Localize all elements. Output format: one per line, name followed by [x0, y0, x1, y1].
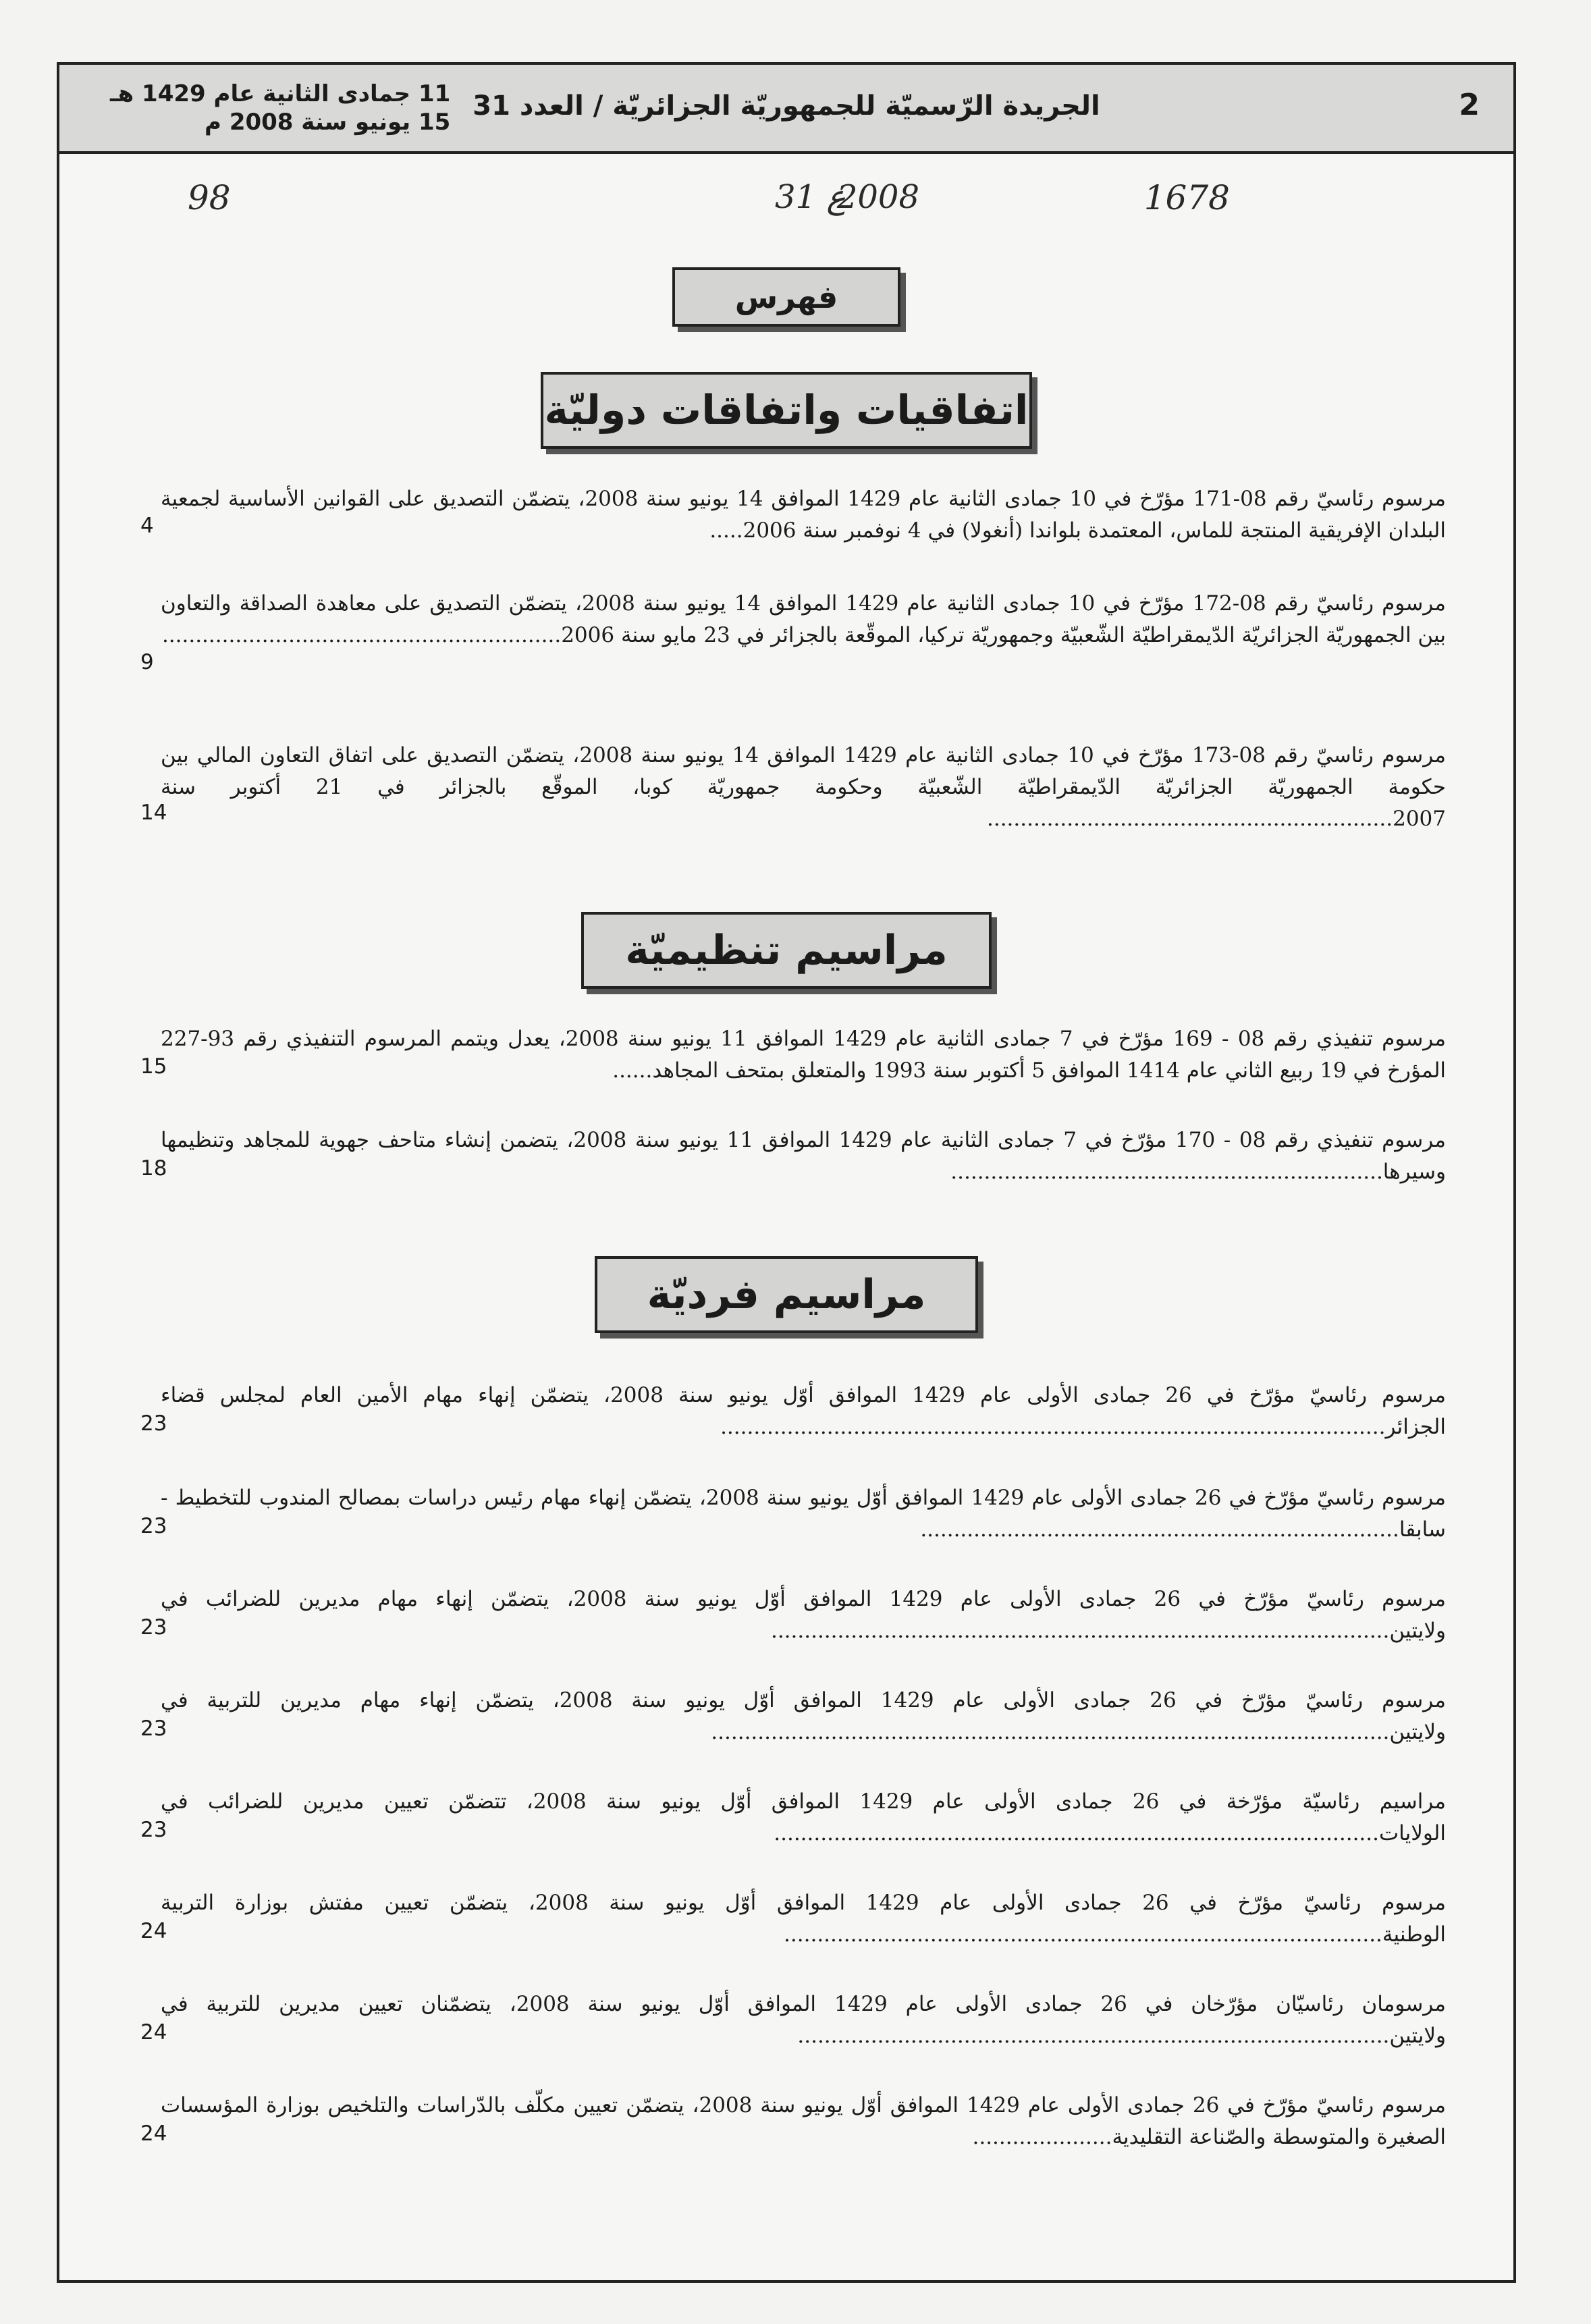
entry-text: مرسوم رئاسيّ مؤرّخ في 26 جمادى الأولى عام 1429 الموافق أوّل يونيو سنة 2008، يتضمّن تعيين مكلّف بالدّراسات والتلخيص بوزارة المؤسسات الصغيرة والمتوسطة والصّناعة التقليدية [161, 2093, 1446, 2149]
entry-page: 23 [140, 1411, 167, 1436]
toc-entry[interactable]: مرسوم تنفيذي رقم 08 - 170 مؤرّخ في 7 جمادى الثانية عام 1429 الموافق 11 يونيو سنة 2008، يتضمن إنشاء متاحف جهوية للمجاهد وتنظيمها وسيرها................................................................. [161, 1128, 1446, 1184]
entry-page: 24 [140, 1919, 167, 1943]
toc-entry[interactable]: مرسوم رئاسيّ مؤرّخ في 26 جمادى الأولى عام 1429 الموافق أوّل يونيو سنة 2008، يتضمّن إنهاء مهام مديرين للتربية في ولايتين...................................................................................................... [161, 1688, 1446, 1744]
entry-text: مرسوم رئاسيّ مؤرّخ في 26 جمادى الأولى عام 1429 الموافق أوّل يونيو سنة 2008، يتضمّن إنهاء مهام مديرين للتربية في ولايتين [161, 1688, 1446, 1744]
entry-page: 23 [140, 1514, 167, 1538]
entry-page: 14 [140, 801, 167, 825]
entry-text: مرسوم رئاسيّ مؤرّخ في 26 جمادى الأولى عام 1429 الموافق أوّل يونيو سنة 2008، يتضمّن تعيين مفتش بوزارة التربية الوطنية [161, 1891, 1446, 1947]
entry-page: 23 [140, 1615, 167, 1640]
entry-text: مرسوم رئاسيّ مؤرّخ في 26 جمادى الأولى عام 1429 الموافق أوّل يونيو سنة 2008، يتضمّن إنهاء مهام الأمين العام لمجلس قضاء الجزائر [161, 1383, 1446, 1439]
toc-entry[interactable]: مرسوم رئاسيّ رقم 08-173 مؤرّخ في 10 جمادى الثانية عام 1429 الموافق 14 يونيو سنة 2008، يتضمّن التصديق على اتفاق التعاون المالي بين حكومة الجمهوريّة الجزائريّة الدّيمقراطيّة الشّعبيّة وحكومة جمهوريّة كوبا، الموقّع بالجزائر في 21 أكتوبر سنة 2007............................................................. [161, 743, 1446, 831]
toc-entry[interactable]: مرسوم رئاسيّ مؤرّخ في 26 جمادى الأولى عام 1429 الموافق أوّل يونيو سنة 2008، يتضمّن تعيين مكلّف بالدّراسات والتلخيص بوزارة المؤسسات الصغيرة والمتوسطة والصّناعة التقليدية..................... [161, 2093, 1446, 2149]
journal-header [59, 65, 1513, 154]
toc-entry[interactable]: مرسوم رئاسيّ رقم 08-171 مؤرّخ في 10 جمادى الثانية عام 1429 الموافق 14 يونيو سنة 2008، يتضمّن التصديق على القوانين الأساسية لجمعية البلدان الإفريقية المنتجة للماس، المعتمدة بلواندا (أنغولا) في 4 نوفمبر سنة 2006..... [161, 487, 1446, 543]
date-gregorian: 15 يونيو سنة 2008 م [205, 109, 451, 136]
issue-date [110, 80, 450, 136]
entry-page: 24 [140, 2020, 167, 2045]
journal-title: الجريدة الرّسميّة للجمهوريّة الجزائريّة / العدد 31 [473, 90, 1100, 121]
entry-text: مرسوم رئاسيّ رقم 08-173 مؤرّخ في 10 جمادى الثانية عام 1429 الموافق 14 يونيو سنة 2008، يتضمّن التصديق على اتفاق التعاون المالي بين حكومة الجمهوريّة الجزائريّة الدّيمقراطيّة الشّعبيّة وحكومة جمهوريّة كوبا، الموقّع بالجزائر في 21 أكتوبر سنة 2007 [161, 743, 1446, 831]
entry-text: مرسومان رئاسيّان مؤرّخان في 26 جمادى الأولى عام 1429 الموافق أوّل يونيو سنة 2008، يتضمّنان تعيين مديرين للتربية في ولايتين [161, 1992, 1447, 2048]
entry-page: 18 [140, 1156, 167, 1181]
toc-entry[interactable]: مرسوم رئاسيّ رقم 08-172 مؤرّخ في 10 جمادى الثانية عام 1429 الموافق 14 يونيو سنة 2008، يتضمّن التصديق على معاهدة الصداقة والتعاون بين الجمهوريّة الجزائريّة الدّيمقراطيّة الشّعبيّة وجمهوريّة تركيا، الموقّعة بالجزائر في 23 مايو سنة 2006............................................................ [161, 591, 1447, 647]
toc-entry[interactable]: مرسوم رئاسيّ مؤرّخ في 26 جمادى الأولى عام 1429 الموافق أوّل يونيو سنة 2008، يتضمّن تعيين مفتش بوزارة التربية الوطنية.......................................................................................... [161, 1891, 1446, 1947]
index-title: فهرس [672, 267, 900, 327]
page-frame [57, 62, 1516, 2283]
entry-text: مرسوم رئاسيّ مؤرّخ في 26 جمادى الأولى عام 1429 الموافق أوّل يونيو سنة 2008، يتضمّن إنهاء مهام رئيس دراسات بمصالح المندوب للتخطيط - سابقا [161, 1486, 1446, 1542]
entry-text: مرسوم رئاسيّ مؤرّخ في 26 جمادى الأولى عام 1429 الموافق أوّل يونيو سنة 2008، يتضمّن إنهاء مهام مديرين للضرائب في ولايتين [161, 1587, 1446, 1643]
page-number: 2 [1459, 88, 1480, 122]
entry-page: 23 [140, 1818, 167, 1842]
toc-entry[interactable]: مرسوم رئاسيّ مؤرّخ في 26 جمادى الأولى عام 1429 الموافق أوّل يونيو سنة 2008، يتضمّن إنهاء مهام رئيس دراسات بمصالح المندوب للتخطيط - سابقا........................................................................ [161, 1486, 1446, 1542]
entry-page: 15 [140, 1054, 167, 1079]
entry-text: مراسيم رئاسيّة مؤرّخة في 26 جمادى الأولى عام 1429 الموافق أوّل يونيو سنة 2008، تتضمّن تعيين مديرين للضرائب في الولايات [161, 1789, 1447, 1845]
toc-entry[interactable]: مرسوم تنفيذي رقم 08 - 169 مؤرّخ في 7 جمادى الثانية عام 1429 الموافق 11 يونيو سنة 2008، يعدل ويتمم المرسوم التنفيذي رقم 93-227 المؤرخ في 19 ربيع الثاني عام 1414 الموافق 5 أكتوبر سنة 1993 والمتعلق بمتحف المجاهد...... [161, 1027, 1446, 1083]
entry-text: مرسوم رئاسيّ رقم 08-171 مؤرّخ في 10 جمادى الثانية عام 1429 الموافق 14 يونيو سنة 2008، يتضمّن التصديق على القوانين الأساسية لجمعية البلدان الإفريقية المنتجة للماس، المعتمدة بلواندا (أنغولا) في 4 نوفمبر سنة 2006 [161, 487, 1446, 543]
entry-page: 23 [140, 1717, 167, 1741]
toc-entry[interactable]: مرسومان رئاسيّان مؤرّخان في 26 جمادى الأولى عام 1429 الموافق أوّل يونيو سنة 2008، يتضمّنان تعيين مديرين للتربية في ولايتين......................................................................................... [161, 1992, 1447, 2048]
entry-page: 4 [140, 514, 154, 538]
handwritten-note: 2008 [836, 178, 919, 216]
entry-text: مرسوم تنفيذي رقم 08 - 169 مؤرّخ في 7 جمادى الثانية عام 1429 الموافق 11 يونيو سنة 2008، يعدل ويتمم المرسوم التنفيذي رقم 93-227 المؤرخ في 19 ربيع الثاني عام 1414 الموافق 5 أكتوبر سنة 1993 والمتعلق بمتحف المجاهد [161, 1027, 1446, 1083]
toc-entry[interactable]: مراسيم رئاسيّة مؤرّخة في 26 جمادى الأولى عام 1429 الموافق أوّل يونيو سنة 2008، تتضمّن تعيين مديرين للضرائب في الولايات........................................................................................... [161, 1789, 1447, 1845]
entry-text: مرسوم تنفيذي رقم 08 - 170 مؤرّخ في 7 جمادى الثانية عام 1429 الموافق 11 يونيو سنة 2008، يتضمن إنشاء متاحف جهوية للمجاهد وتنظيمها وسيرها [161, 1128, 1446, 1184]
date-hijri: 11 جمادى الثانية عام 1429 هـ [110, 80, 451, 107]
section-title: اتفاقيات واتفاقات دوليّة [541, 372, 1032, 449]
toc-entry[interactable]: مرسوم رئاسيّ مؤرّخ في 26 جمادى الأولى عام 1429 الموافق أوّل يونيو سنة 2008، يتضمّن إنهاء مهام الأمين العام لمجلس قضاء الجزائر.................................................................................................... [161, 1383, 1446, 1439]
handwritten-note: 98 [188, 178, 231, 217]
handwritten-note: ع 31 [775, 178, 846, 216]
entry-text: مرسوم رئاسيّ رقم 08-172 مؤرّخ في 10 جمادى الثانية عام 1429 الموافق 14 يونيو سنة 2008، يتضمّن التصديق على معاهدة الصداقة والتعاون بين الجمهوريّة الجزائريّة الدّيمقراطيّة الشّعبيّة وجمهوريّة تركيا، الموقّعة بالجزائر في 23 مايو سنة 2006 [161, 591, 1447, 647]
entry-page: 24 [140, 2122, 167, 2146]
handwritten-note: 1678 [1143, 178, 1230, 217]
section-title: مراسيم فرديّة [595, 1256, 978, 1333]
toc-entry[interactable]: مرسوم رئاسيّ مؤرّخ في 26 جمادى الأولى عام 1429 الموافق أوّل يونيو سنة 2008، يتضمّن إنهاء مهام مديرين للضرائب في ولايتين............................................................................................. [161, 1587, 1446, 1643]
section-title: مراسيم تنظيميّة [581, 912, 992, 989]
entry-page: 9 [140, 650, 154, 674]
